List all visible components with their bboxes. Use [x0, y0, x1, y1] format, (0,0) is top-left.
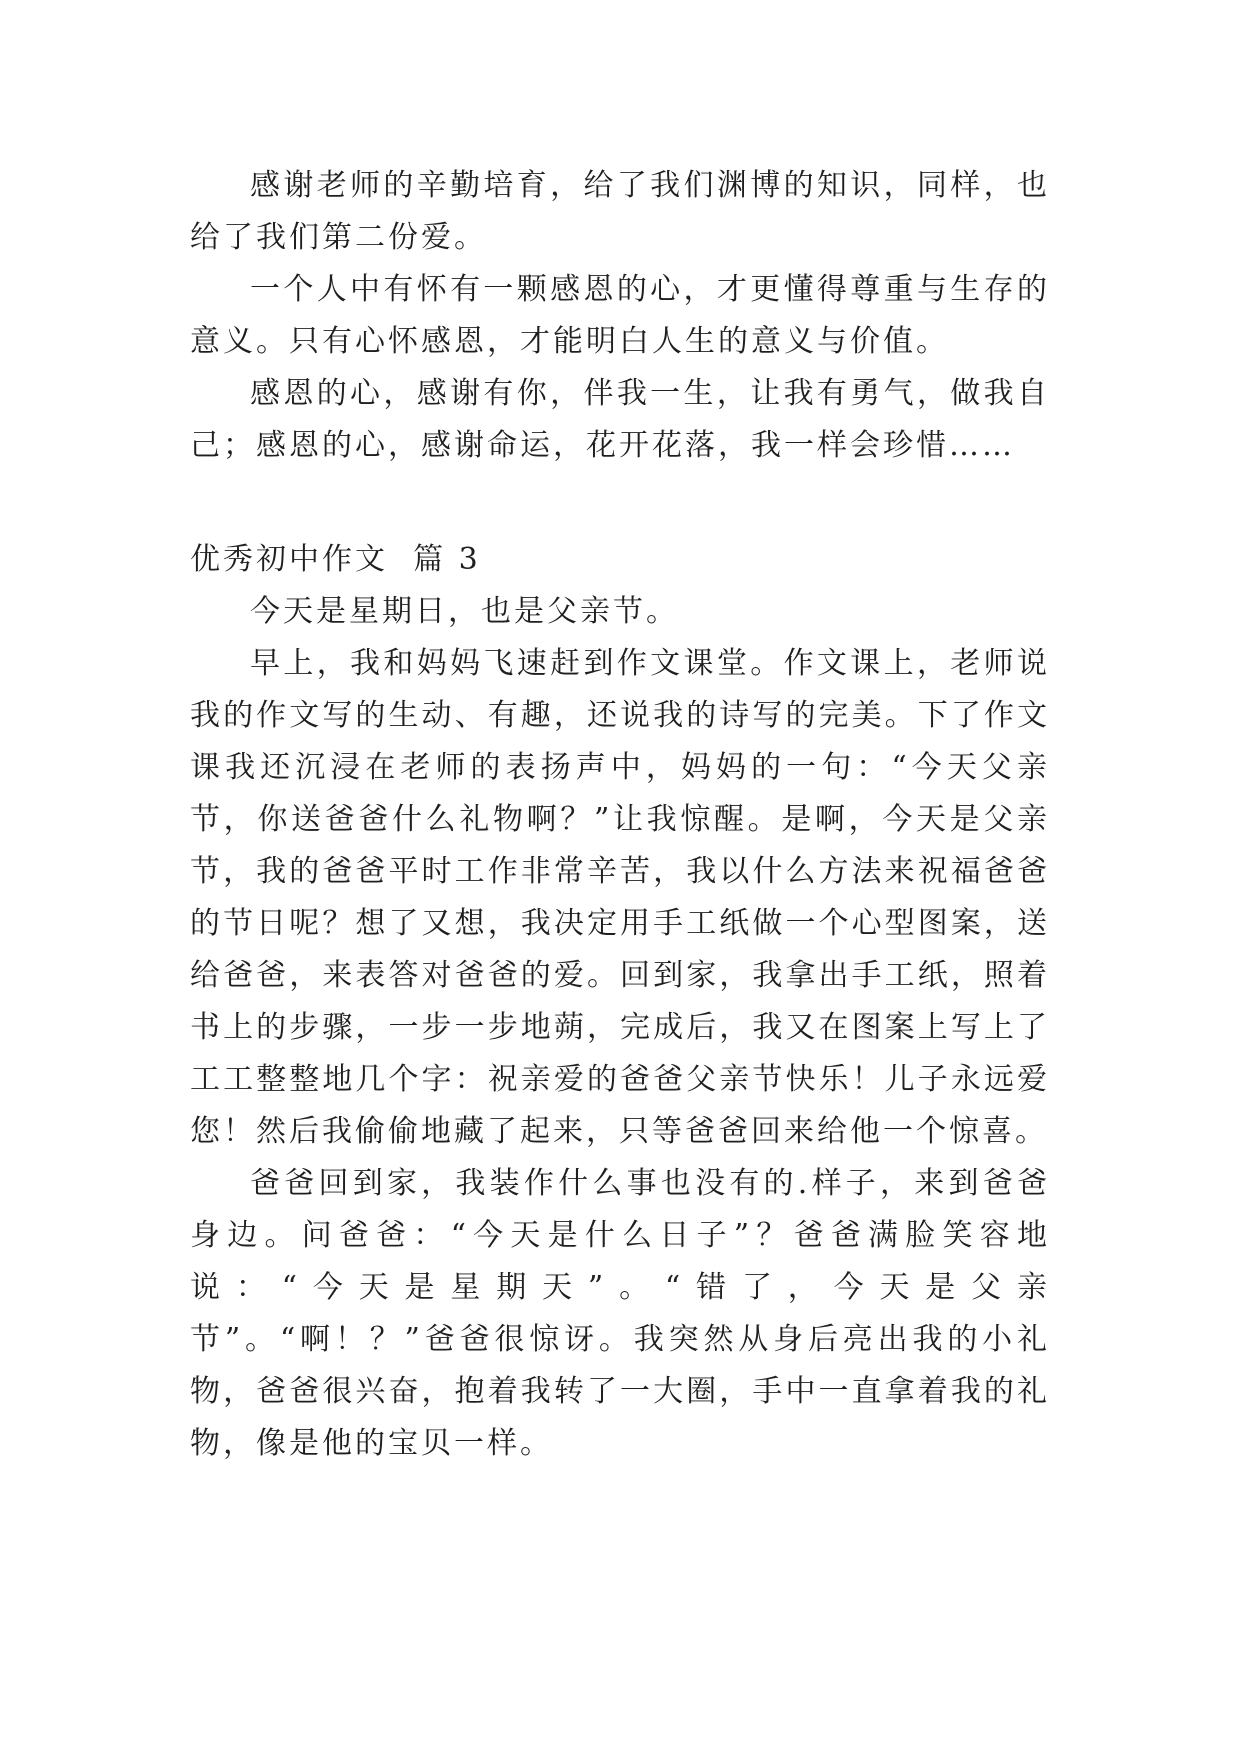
- paragraph-gratitude-teacher: 感谢老师的辛勤培育，给了我们渊博的知识，同样，也给了我们第二份爱。: [190, 168, 1050, 255]
- paragraph-writing-class: 早上，我和妈妈飞速赶到作文课堂。作文课上，老师说我的作文写的生动、有趣，还说我的诗写的完美。下了作文课我还沉浸在老师的表扬声中，妈妈的一句：“今天父亲节，你送爸爸什么礼物啊？”让我惊醒。是啊，今天是父亲节，我的爸爸平时工作非常辛苦，我以什么方法来祝福爸爸的节日呢？想了又想，我决定用手工纸做一个心型图案，送给爸爸，来表答对爸爸的爱。回到家，我拿出手工纸，照着书上的步骤，一步一步地蒴，完成后，我又在图案上写上了工工整整地几个字：祝亲爱的爸爸父亲节快乐！儿子永远爱您！然后我偷偷地藏了起来，只等爸爸回来给他一个惊喜。: [190, 646, 1050, 1149]
- paragraph-fathers-day-intro: 今天是星期日，也是父亲节。: [250, 594, 679, 629]
- document-body: [190, 160, 1050, 1470]
- section-heading: [190, 534, 1050, 586]
- section-number: 篇 3: [413, 542, 481, 577]
- section-title: 优秀初中作文: [190, 542, 388, 577]
- section-spacer: [190, 472, 1050, 534]
- paragraph-thankful-song: 感恩的心，感谢有你，伴我一生，让我有勇气，做我自己；感恩的心，感谢命运，花开花落，我一样会珍惜……: [190, 376, 1050, 463]
- paragraph-gift-surprise: 爸爸回到家，我装作什么事也没有的.样子，来到爸爸身边。问爸爸：“今天是什么日子”？爸爸满脸笑容地说：“今天是星期天”。“错了，今天是父亲节”。“啊！？”爸爸很惊讶。我突然从身后亮出我的小礼物，爸爸很兴奋，抱着我转了一大圈，手中一直拿着我的礼物，像是他的宝贝一样。: [190, 1166, 1050, 1461]
- paragraph-grateful-heart: 一个人中有怀有一颗感恩的心，才更懂得尊重与生存的意义。只有心怀感恩，才能明白人生的意义与价值。: [190, 272, 1050, 359]
